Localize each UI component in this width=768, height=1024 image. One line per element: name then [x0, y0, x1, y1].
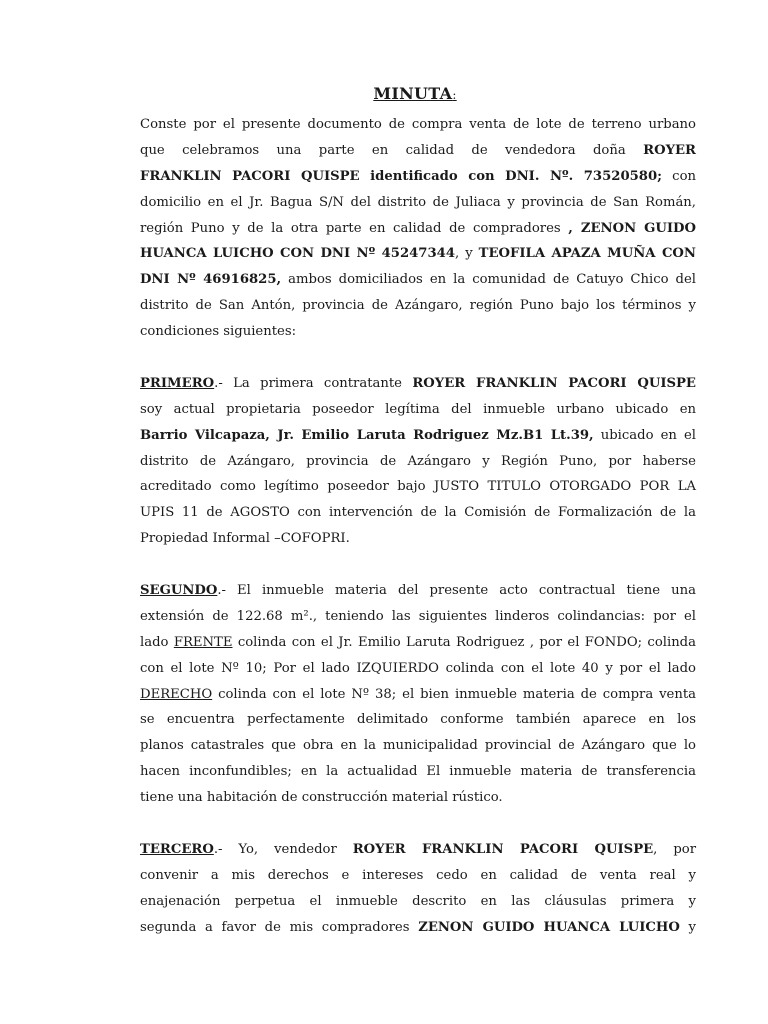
text-line: lado FRENTE colinda con el Jr. Emilio Laruta Rodriguez , por el FONDO; colinda	[140, 634, 696, 650]
text-line: hacen inconfundibles; en la actualidad El inmueble materia de transferencia	[140, 764, 696, 780]
text-line: acreditado como legítimo poseedor bajo JUSTO TITULO OTORGADO POR LA	[140, 479, 696, 495]
text-line: que celebramos una parte en calidad de vendedora doña ROYER	[140, 142, 696, 158]
text-line: Barrio Vilcapaza, Jr. Emilio Laruta Rodriguez Mz.B1 Lt.39, ubicado en el	[140, 427, 697, 443]
text-line: distrito de San Antón, provincia de Azángaro, región Puno bajo los términos y	[140, 298, 696, 314]
text-line: Propiedad Informal –COFOPRI.	[140, 531, 350, 547]
text-line: condiciones siguientes:	[140, 324, 297, 340]
document-title	[0, 84, 768, 103]
document-body	[140, 112, 696, 941]
clause-primero	[140, 371, 696, 552]
text-line: SEGUNDO.- El inmueble materia del presente acto contractual tiene una	[140, 583, 696, 599]
title-text: MINUTA	[373, 84, 453, 103]
text-line: se encuentra perfectamente delimitado conforme también aparece en los	[140, 712, 696, 728]
clause-heading: TERCERO	[140, 841, 214, 857]
clause-heading: PRIMERO	[140, 375, 215, 391]
text-line: segunda a favor de mis compradores ZENON GUIDO HUANCA LUICHO y	[140, 919, 696, 935]
text-line: planos catastrales que obra en la municipalidad provincial de Azángaro que lo	[140, 738, 696, 754]
text-line: TERCERO.- Yo, vendedor ROYER FRANKLIN PACORI QUISPE, por	[140, 841, 697, 857]
text-line: soy actual propietaria poseedor legítima del inmueble urbano ubicado en	[140, 401, 696, 417]
clause-tercero	[140, 837, 696, 941]
clause-segundo	[140, 578, 696, 811]
text-line: DERECHO colinda con el lote Nº 38; el bien inmueble materia de compra venta	[140, 686, 696, 702]
text-line: domicilio en el Jr. Bagua S/N del distrito de Juliaca y provincia de San Román,	[140, 194, 696, 210]
text-line: PRIMERO.- La primera contratante ROYER FRANKLIN PACORI QUISPE	[140, 375, 696, 391]
clause-heading: SEGUNDO	[140, 583, 218, 599]
text-line: UPIS 11 de AGOSTO con intervención de la Comisión de Formalización de la	[140, 505, 696, 521]
text-line: convenir a mis derechos e intereses cedo en calidad de venta real y	[140, 867, 696, 883]
text-line: HUANCA LUICHO CON DNI Nº 45247344, y TEOFILA APAZA MUÑA CON	[140, 246, 696, 262]
text-line: extensión de 122.68 m²., teniendo las siguientes linderos colindancias: por el	[140, 608, 696, 624]
text-line: Conste por el presente documento de compra venta de lote de terreno urbano	[140, 117, 696, 132]
intro-paragraph	[140, 112, 696, 345]
text-line: FRANKLIN PACORI QUISPE identificado con DNI. Nº. 73520580; con	[140, 168, 696, 184]
text-line: con el lote Nº 10; Por el lado IZQUIERDO colinda con el lote 40 y por el lado	[140, 660, 696, 676]
text-line: región Puno y de la otra parte en calidad de compradores , ZENON GUIDO	[140, 220, 696, 236]
text-line: DNI Nº 46916825, ambos domiciliados en la comunidad de Catuyo Chico del	[140, 272, 696, 288]
text-line: distrito de Azángaro, provincia de Azángaro y Región Puno, por haberse	[140, 453, 696, 469]
title-colon: :	[452, 88, 457, 102]
text-line: enajenación perpetua el inmueble descrito en las cláusulas primera y	[140, 893, 696, 909]
text-line: tiene una habitación de construcción material rústico.	[140, 790, 503, 806]
